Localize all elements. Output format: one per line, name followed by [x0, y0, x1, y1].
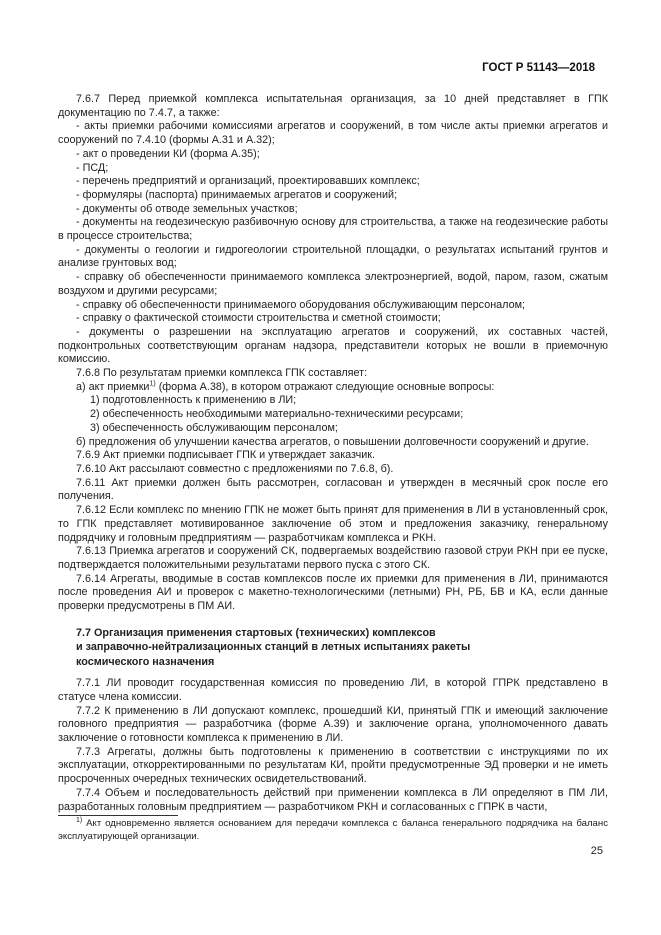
list-item: - документы о геологии и гидрогеологии строительной площадки, о результатах испытаний грунтов и анализе грунтовых вод; — [58, 243, 608, 270]
paragraph: 7.6.9 Акт приемки подписывает ГПК и утверждает заказчик. — [76, 449, 376, 462]
paragraph: 7.6.10 Акт рассылают совместно с предложениями по 7.6.8, б). — [76, 462, 394, 475]
item-a-text-rest: (форма А.38), в котором отражают следующие основные вопросы: — [155, 380, 495, 393]
sub-item: 1) подготовленность к применению в ЛИ; — [90, 394, 297, 407]
list-item: - документы об отводе земельных участков; — [76, 202, 298, 215]
paragraph: 7.6.11 Акт приемки должен быть рассмотрен, согласован и утвержден в месячный срок после его получения. — [58, 476, 608, 503]
list-item: - документы на геодезическую разбивочную основу для строительства, а также на геодезические работы в процессе строительства; — [58, 216, 608, 243]
item-a-text: а) акт приемки — [76, 380, 150, 393]
paragraph: 7.6.12 Если комплекс по мнению ГПК не может быть принят для применения в ЛИ в установленный срок, то ГПК представляет мотивированное заключение об этом и предложения заказчику, генеральному подрядчику и головным предприятиям — разработчикам комплекса и РКН. — [58, 504, 608, 544]
list-item: - перечень предприятий и организаций, проектировавших комплекс; — [76, 175, 420, 188]
list-item: - формуляры (паспорта) принимаемых агрегатов и сооружений; — [76, 188, 398, 201]
paragraph: 7.7.2 К применению в ЛИ допускают комплекс, прошедший КИ, принятый ГПК и имеющий заключение головного предприятия — разработчика (форме А.39) и заключение органа, уполномоченного давать заключение о готовности комплекса к применению в ЛИ. — [58, 704, 608, 745]
list-item: - акты приемки рабочими комиссиями агрегатов и сооружений, в том числе акты приемки агрегатов и сооружений по 7.4.10 (формы А.31 и А.32); — [58, 120, 608, 147]
list-item: - документы о разрешении на эксплуатацию агрегатов и сооружений, их составных частей, подконтрольных соответствующим органам надзора, представители которых не вошли в приемочную комиссию. — [58, 325, 608, 366]
page-header: ГОСТ Р 51143—2018 — [482, 62, 595, 74]
list-item-a — [58, 381, 608, 395]
sub-item: 3) обеспеченность обслуживающим персоналом; — [90, 421, 338, 434]
section-heading-line: 7.7 Организация применения стартовых (технических) комплексов — [76, 626, 436, 639]
page-number: 25 — [590, 845, 603, 857]
paragraph: 7.7.3 Агрегаты, должны быть подготовлены к применению в соответствии с инструкциями по их эксплуатации, откорректированными по результатам КИ, пройти предусмотренные ЭД проверки и не иметь просроченных очередных технических освидетельствований. — [58, 745, 608, 786]
section-heading-line: космического назначения — [76, 655, 215, 668]
paragraph: 7.7.1 ЛИ проводит государственная комиссия по проведению ЛИ, в которой ГПРК представлено в статусе члена комиссии. — [58, 677, 608, 703]
footnote — [58, 818, 608, 843]
footnote-ref: 1) — [149, 380, 156, 388]
list-item: - ПСД; — [76, 161, 109, 174]
footnote-text: Акт одновременно является основанием для передачи комплекса с баланса генерального подрядчика на баланс эксплуатирующей организации. — [58, 818, 608, 842]
list-item: - справку о фактической стоимости строительства и сметной стоимости; — [76, 312, 441, 325]
document-body — [58, 93, 608, 814]
paragraph: 7.6.7 Перед приемкой комплекса испытательная организация, за 10 дней представляет в ГПК документацию по 7.4.7, а также: — [58, 93, 608, 119]
list-item: - справку об обеспеченности принимаемого оборудования обслуживающим персоналом; — [76, 298, 526, 311]
list-item: - акт о проведении КИ (форма А.35); — [76, 147, 260, 160]
paragraph: 7.6.14 Агрегаты, вводимые в состав комплексов после их приемки для применения в ЛИ, принимаются после проведения АИ и проверок с макетно-технологическими (летными) РН, РБ, БВ и КА, если данные проверки предусмотрены в ПМ АИ. — [58, 572, 608, 613]
section-heading-line: и заправочно-нейтрализационных станций в летных испытаниях ракеты — [76, 641, 471, 654]
list-item-b: б) предложения об улучшении качества агрегатов, о повышении долговечности сооружений и другие. — [76, 435, 589, 448]
paragraph: 7.7.4 Объем и последовательность действий при применении комплекса в ЛИ определяют в ПМ ЛИ, разработанных головным предприятием — разработчиком РКН и согласованных с ГПРК в части, — [58, 786, 608, 813]
sub-item: 2) обеспеченность необходимыми материально-техническими ресурсами; — [90, 408, 464, 421]
list-item: - справку об обеспеченности принимаемого комплекса электроэнергией, водой, паром, газом, сжатым воздухом и другими ресурсами; — [58, 271, 608, 297]
paragraph: 7.6.8 По результатам приемки комплекса ГПК составляет: — [76, 367, 368, 380]
footnote-marker: 1) — [76, 816, 83, 824]
paragraph: 7.6.13 Приемка агрегатов и сооружений СК, подвергаемых воздействию газовой струи РКН при ее пуске, подтверждается положительными результатами первого пуска с этого СК. — [58, 545, 608, 571]
section-heading — [58, 626, 608, 670]
